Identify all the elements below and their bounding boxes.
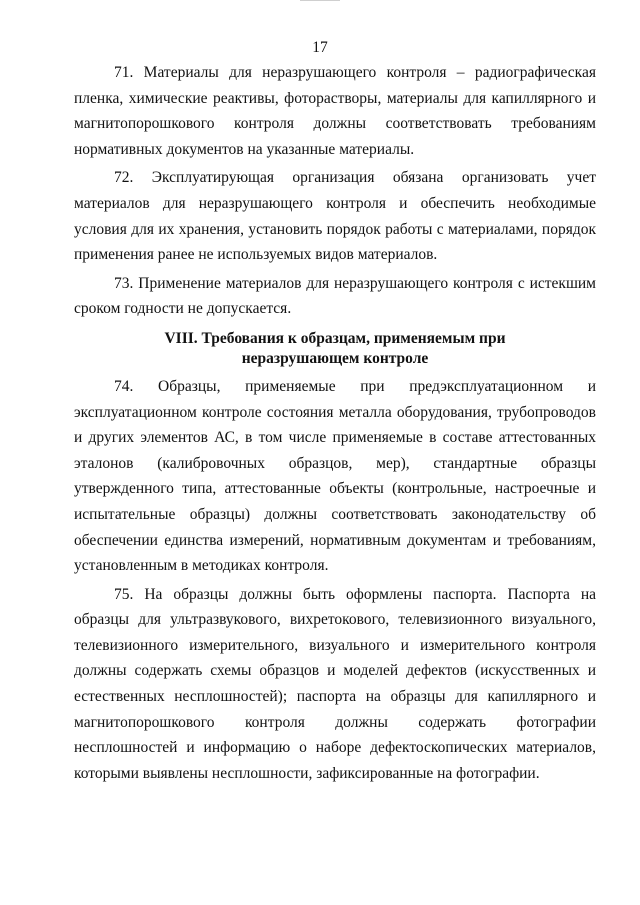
section-heading-line-2: неразрушающем контроле: [241, 349, 429, 367]
top-edge-mark: [300, 0, 340, 1]
paragraph-75: 75. На образцы должны быть оформлены паспорта. Паспорта на образцы для ультразвукового, вихретокового, телевизионного визуального, телевизионного измерительного, визуального и измерительного контроля должны содержать схемы образцов и моделей дефектов (искусственных и естественных несплошностей); паспорта на образцы для капиллярного и магнитопорошкового контроля должны содержать фотографии несплошностей и информацию о наборе дефектоскопических материалов, которыми выявлены несплошности, зафиксированные на фотографии.: [74, 585, 596, 782]
paragraph-74: 74. Образцы, применяемые при предэксплуатационном и эксплуатационном контроле состояния металла оборудования, трубопроводов и других элементов АС, в том числе применяемые в составе аттестованных эталонов (калибровочных образцов, мер), стандартные образцы утвержденного типа, аттестованные объекты (контрольные, настроечные и испытательные образцы) должны соответствовать законодательству об обеспечении единства измерений, нормативным документам и требованиям, установленным в методиках контроля.: [74, 377, 596, 575]
paragraph-73: 73. Применение материалов для неразрушающего контроля с истекшим сроком годности не допускается.: [74, 274, 596, 318]
section-heading-line-1: VIII. Требования к образцам, применяемым при: [164, 329, 506, 347]
paragraph-71: 71. Материалы для неразрушающего контроля – радиографическая пленка, химические реактивы, фоторастворы, материалы для капиллярного и магнитопорошкового контроля должны соответствовать требованиям нормативных документов на указанные материалы.: [74, 64, 596, 158]
paragraph-72: 72. Эксплуатирующая организация обязана организовать учет материалов для неразрушающего контроля и обеспечить необходимые условия для их хранения, установить порядок работы с материалами, порядок применения ранее не используемых видов материалов.: [74, 169, 596, 264]
document-body: [74, 60, 596, 789]
page-number: 17: [312, 39, 328, 56]
section-heading-viii: [74, 329, 596, 369]
